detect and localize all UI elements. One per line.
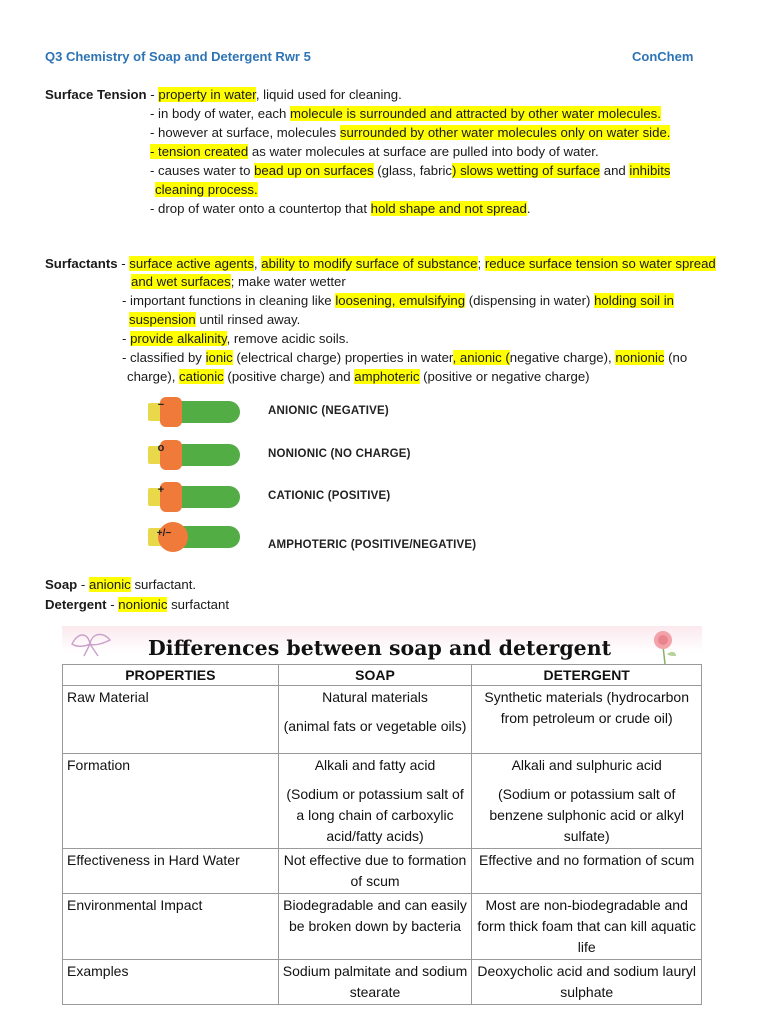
surfactants-point: - important functions in cleaning like loosening, emulsifying (dispensing in water) holding soil in bbox=[122, 293, 675, 308]
table-row bbox=[63, 849, 702, 894]
comparison-table-figure bbox=[62, 626, 702, 1000]
surface-tension-point: - causes water to bead up on surfaces (glass, fabric) slows wetting of surface and inhibits bbox=[150, 163, 671, 178]
charge-symbol: +/− bbox=[156, 528, 172, 539]
table-title: Differences between soap and detergent bbox=[148, 636, 612, 660]
soap-cell: Biodegradable and can easily be broken down by bacteria bbox=[278, 894, 472, 960]
column-header: PROPERTIES bbox=[63, 665, 279, 686]
detergent-cell: Deoxycholic acid and sodium lauryl sulphate bbox=[472, 960, 702, 1005]
surfactant-type-label: ANIONIC (NEGATIVE) bbox=[268, 405, 389, 417]
table-row bbox=[63, 894, 702, 960]
surface-tension-point: - however at surface, molecules surrounded by other water molecules only on water side. bbox=[150, 125, 671, 140]
property-cell: Effectiveness in Hard Water bbox=[63, 849, 279, 894]
detergent-cell: Synthetic materials (hydrocarbon from petroleum or crude oil) bbox=[472, 686, 702, 754]
document-title: Q3 Chemistry of Soap and Detergent Rwr 5 bbox=[45, 49, 311, 64]
surfactant-body bbox=[178, 486, 240, 508]
detergent-cell: Alkali and sulphuric acid (Sodium or potassium salt of benzene sulphonic acid or alkyl sulfate) bbox=[472, 754, 702, 849]
surfactants-point-cont: charge), cationic (positive charge) and amphoteric (positive or negative charge) bbox=[127, 369, 590, 384]
surfactant-type-label: NONIONIC (NO CHARGE) bbox=[268, 448, 411, 460]
surfactant-anionic-figure bbox=[140, 395, 500, 431]
ribbon-icon bbox=[68, 630, 114, 658]
surface-tension-point: - drop of water onto a countertop that hold shape and not spread. bbox=[150, 201, 531, 216]
property-cell: Environmental Impact bbox=[63, 894, 279, 960]
table-row bbox=[63, 686, 702, 754]
surfactants-point: - provide alkalinity, remove acidic soils. bbox=[122, 331, 349, 346]
term-surface-tension: Surface Tension bbox=[45, 87, 147, 102]
surface-tension-point-cont: cleaning process. bbox=[155, 182, 258, 197]
table-row bbox=[63, 960, 702, 1005]
surfactant-body bbox=[178, 401, 240, 423]
property-cell: Raw Material bbox=[63, 686, 279, 754]
surface-tension-definition: Surface Tension - property in water, liquid used for cleaning. bbox=[45, 87, 402, 102]
soap-cell: Alkali and fatty acid (Sodium or potassium salt of a long chain of carboxylic acid/fatty acids) bbox=[278, 754, 472, 849]
surfactants-definition: Surfactants - surface active agents, ability to modify surface of substance; reduce surface tension so water spread bbox=[45, 256, 716, 271]
property-cell: Examples bbox=[63, 960, 279, 1005]
term-surfactants: Surfactants bbox=[45, 256, 118, 271]
property-cell: Formation bbox=[63, 754, 279, 849]
column-header: DETERGENT bbox=[472, 665, 702, 686]
table-row bbox=[63, 754, 702, 849]
detergent-cell: Most are non-biodegradable and form thick foam that can kill aquatic life bbox=[472, 894, 702, 960]
surfactant-amphoteric-figure bbox=[140, 520, 500, 556]
table-header-row bbox=[63, 665, 702, 686]
surfactants-point: - classified by ionic (electrical charge) properties in water, anionic (negative charge), nonionic (no bbox=[122, 350, 688, 365]
surface-tension-point: - tension created as water molecules at surface are pulled into body of water. bbox=[150, 144, 599, 159]
surfactant-cationic-figure bbox=[140, 480, 500, 516]
soap-cell: Not effective due to formation of scum bbox=[278, 849, 472, 894]
detergent-definition: Detergent - nonionic surfactant bbox=[45, 597, 229, 612]
surfactant-nonionic-figure bbox=[140, 438, 500, 474]
column-header: SOAP bbox=[278, 665, 472, 686]
surfactant-type-label: CATIONIC (POSITIVE) bbox=[268, 490, 391, 502]
surfactants-point-cont: suspension until rinsed away. bbox=[129, 312, 301, 327]
surfactant-body bbox=[178, 444, 240, 466]
detergent-cell: Effective and no formation of scum bbox=[472, 849, 702, 894]
surfactants-definition-cont: and wet surfaces; make water wetter bbox=[131, 274, 346, 289]
soap-cell: Natural materials (animal fats or vegetable oils) bbox=[278, 686, 472, 754]
charge-symbol: + bbox=[157, 484, 165, 496]
soap-detergent-table bbox=[62, 664, 702, 1005]
charge-symbol: − bbox=[157, 399, 165, 411]
surfactant-type-label: AMPHOTERIC (POSITIVE/NEGATIVE) bbox=[268, 539, 477, 551]
course-name: ConChem bbox=[632, 49, 694, 64]
charge-symbol: o bbox=[157, 442, 165, 454]
soap-cell: Sodium palmitate and sodium stearate bbox=[278, 960, 472, 1005]
flower-icon bbox=[648, 630, 678, 664]
soap-definition: Soap - anionic surfactant. bbox=[45, 577, 197, 592]
surface-tension-point: - in body of water, each molecule is surrounded and attracted by other water molecules. bbox=[150, 106, 661, 121]
